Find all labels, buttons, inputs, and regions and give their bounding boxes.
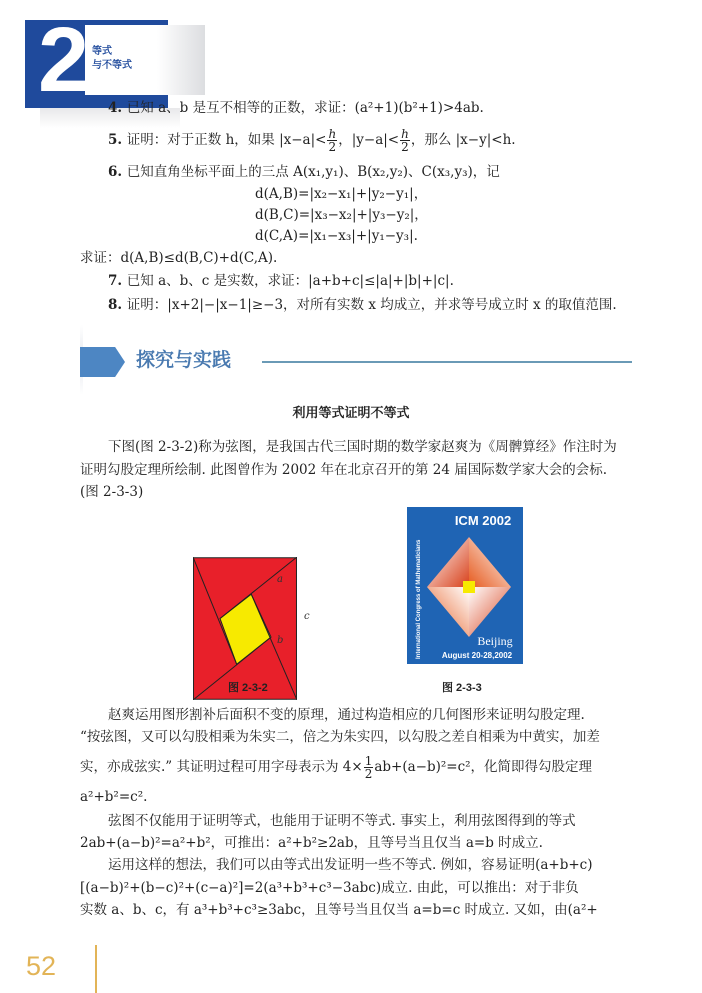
section-subtitle: 利用等式证明不等式 [292, 405, 410, 420]
chapter-title-line2: 与不等式 [92, 60, 132, 71]
section-title: 探究与实践 [136, 350, 232, 371]
paragraph-line: 赵爽运用图形割补后面积不变的原理，通过构造相应的几何图形来证明勾股定理. [108, 707, 585, 723]
problem-6-prove: 求证：d(A,B)≤d(B,C)+d(C,A). [80, 250, 278, 266]
problem-5: 5. 证明：对于正数 h，如果 |x−a|< $\frac{h}{2}$ ，|y−a|< $\frac{h}{2}$ ，那么 |x−y|<h. [108, 127, 516, 154]
page-number: 52 [26, 951, 57, 981]
problem-6: 6. 已知直角坐标平面上的三点 A(x₁,y₁)、B(x₂,y₂)、C(x₃,y₃)，记 [108, 164, 500, 180]
label-c: c [304, 611, 310, 622]
distance-ca: d(C,A)=|x₁−x₃|+|y₁−y₃|. [255, 228, 418, 244]
paragraph-line: 下图(图 2-3-2)称为弦图，是我国古代三国时期的数学家赵爽为《周髀算经》作注时为 [108, 439, 617, 455]
problem-7: 7. 已知 a、b、c 是实数，求证：|a+b+c|≤|a|+|b|+|c|. [108, 273, 454, 289]
problem-4: 4. 已知 a、b 是互不相等的正数，求证：(a²+1)(b²+1)>4ab. [108, 100, 484, 116]
figure-caption-2: 图 2-3-3 [442, 682, 482, 694]
paragraph-line: 实，亦成弦实.” 其证明过程可用字母表示为 4× $\frac{1}{2}$ ab+(a−b)²=c²，化简即得勾股定理 [80, 754, 593, 781]
chapter-title-line1: 等式 [92, 46, 112, 57]
page-number-rule [95, 945, 97, 993]
paragraph-line: [(a−b)²+(b−c)²+(c−a)²]=2(a³+b³+c³−3abc)成立. 由此，可以推出：对于非负 [80, 880, 579, 896]
paragraph-line: 实数 a、b、c，有 a³+b³+c³≥3abc，且等号当且仅当 a=b=c 时成立. 又如，由(a²+ [80, 902, 598, 918]
paragraph-line: 2ab+(a−b)²=a²+b²，可推出：a²+b²≥2ab，且等号当且仅当 a=b 时成立. [80, 835, 543, 851]
paragraph-line: 弦图不仅能用于证明等式，也能用于证明不等式. 事实上，利用弦图得到的等式 [108, 813, 576, 829]
icm-city: Beijing [477, 634, 513, 648]
paragraph-line: (图 2-3-3) [80, 484, 144, 500]
paragraph-line: 证明勾股定理所绘制. 此图曾作为 2002 年在北京召开的第 24 届国际数学家大会的会标. [80, 462, 608, 478]
figure-caption-1: 图 2-3-2 [228, 682, 268, 694]
section-rule [262, 361, 632, 363]
icm-title: ICM 2002 [454, 513, 512, 528]
distance-bc: d(B,C)=|x₃−x₂|+|y₃−y₂|， [255, 207, 428, 223]
fraction: $\frac{h}{2}$ [401, 127, 409, 154]
label-b: b [277, 635, 284, 646]
paragraph-line: “按弦图，又可以勾股相乘为朱实二，倍之为朱实四，以勾股之差自相乘为中黄实，加差 [80, 729, 600, 745]
paragraph-line: a²+b²=c². [80, 789, 148, 805]
icm-side-text: International Congress of Mathematicians [416, 539, 422, 659]
section-arrow-icon [80, 347, 125, 377]
distance-ab: d(A,B)=|x₂−x₁|+|y₂−y₁|， [255, 186, 428, 202]
icm-2002-logo [407, 507, 523, 664]
fraction: $\frac{1}{2}$ [364, 754, 373, 781]
problem-8: 8. 证明：|x+2|−|x−1|≥−3，对所有实数 x 均成立，并求等号成立时 x 的取值范围. [108, 297, 617, 313]
icm-dates: August 20-28,2002 [441, 651, 513, 660]
fraction: $\frac{h}{2}$ [328, 127, 337, 154]
chapter-number: 2 [38, 9, 90, 111]
paragraph-line: 运用这样的想法，我们可以由等式出发证明一些不等式. 例如，容易证明(a+b+c) [108, 857, 593, 873]
label-a: a [277, 574, 283, 585]
